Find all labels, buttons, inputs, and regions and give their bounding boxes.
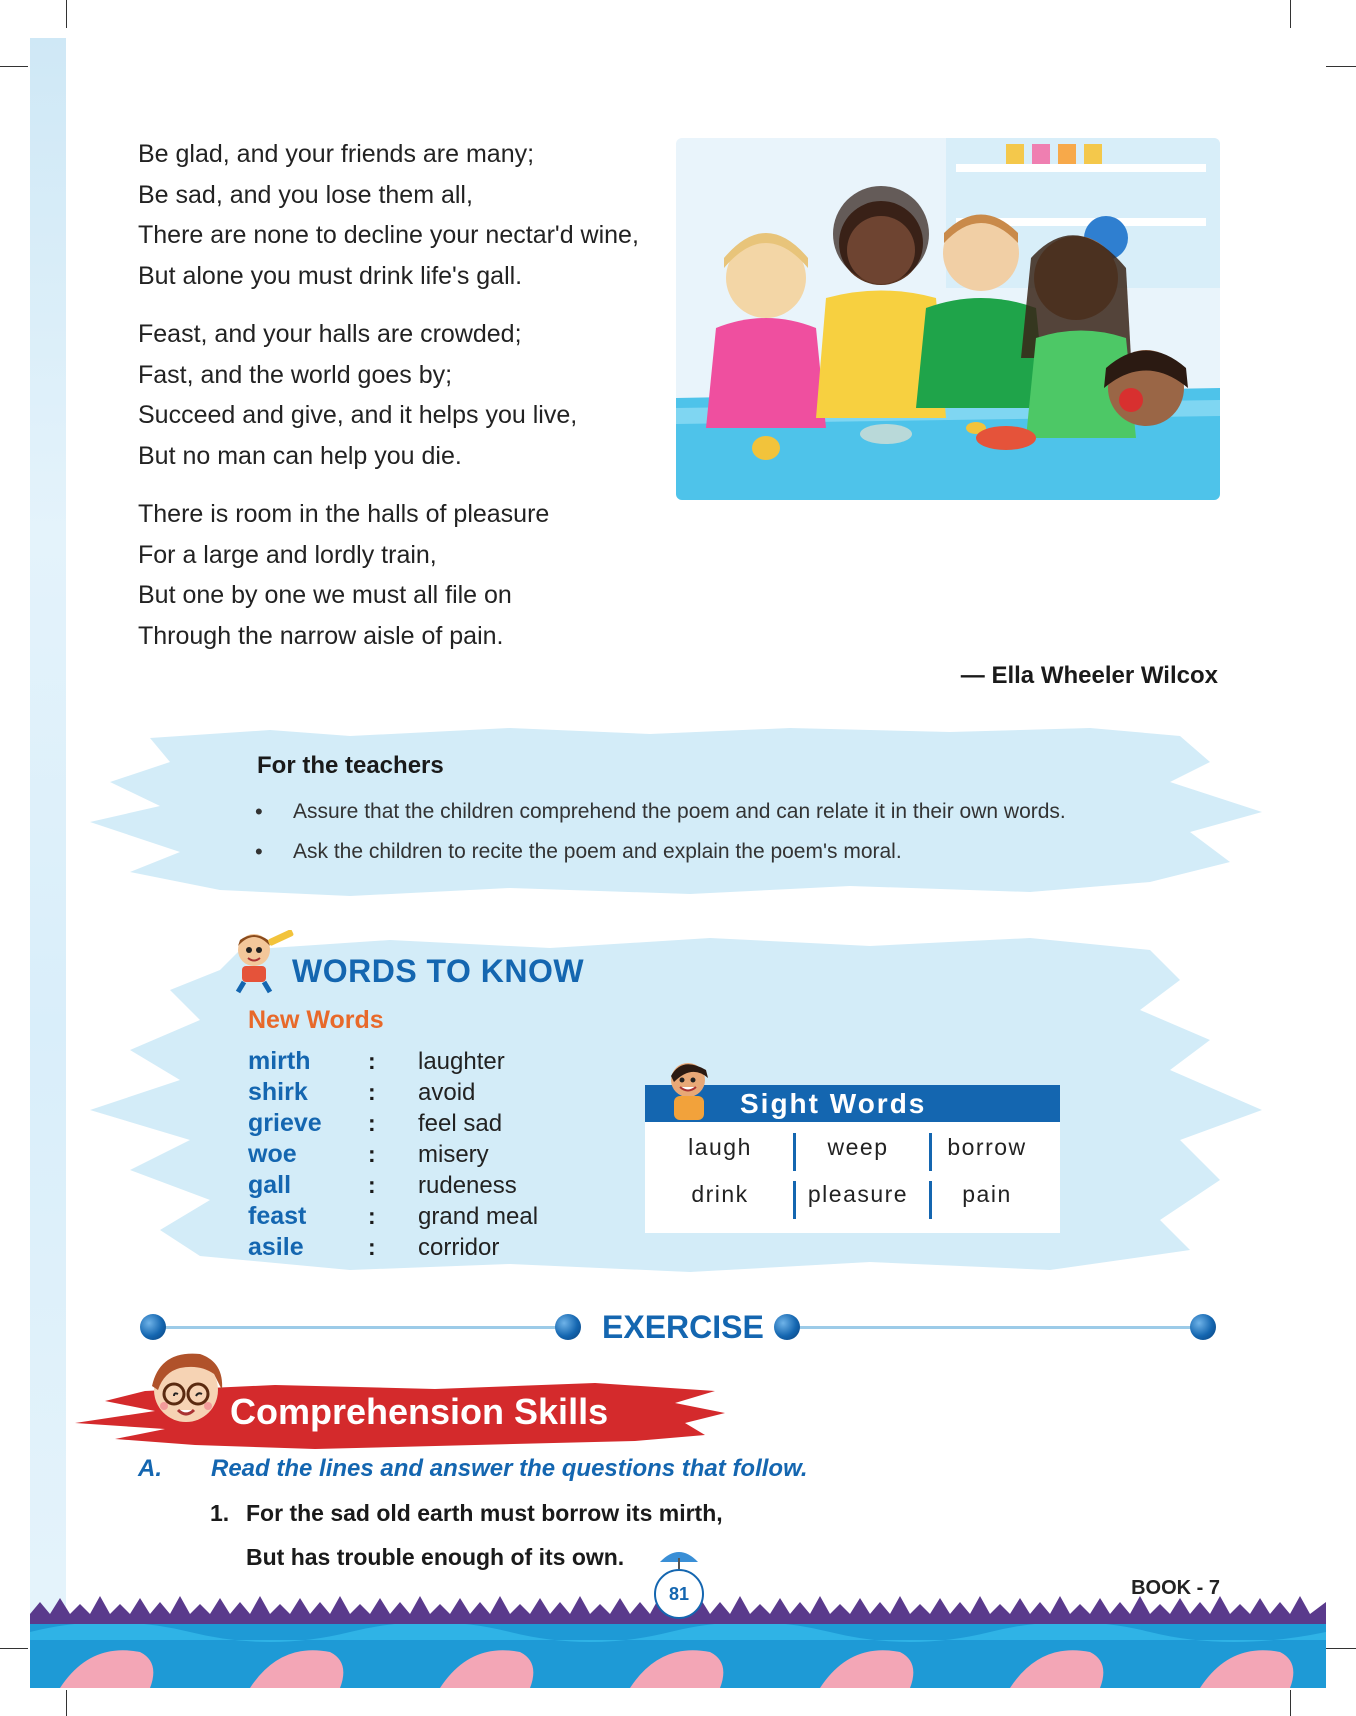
crop-mark xyxy=(1290,0,1291,28)
new-words-title: New Words xyxy=(248,1006,384,1034)
crop-mark xyxy=(66,0,67,28)
vocab-row xyxy=(248,1201,668,1232)
vocab-word: woe xyxy=(248,1140,297,1168)
vocab-row xyxy=(248,1046,668,1077)
exercise-rule-left xyxy=(152,1326,562,1329)
vocab-separator: : xyxy=(368,1203,376,1229)
poem-line: Feast, and your halls are crowded; xyxy=(138,320,522,348)
page-margin-strip xyxy=(30,38,66,1688)
poem-stanza xyxy=(138,314,698,476)
sight-divider xyxy=(793,1133,796,1171)
exercise-rule-right xyxy=(790,1326,1200,1329)
vocab-word: grieve xyxy=(248,1109,322,1137)
bullet-dot-icon xyxy=(140,1314,166,1340)
poem-line: There is room in the halls of pleasure xyxy=(138,500,550,528)
vocab-row xyxy=(248,1139,668,1170)
poem-stanza xyxy=(138,494,698,656)
poem-author: — Ella Wheeler Wilcox xyxy=(960,662,1218,689)
vocab-separator: : xyxy=(368,1172,376,1198)
poem-line: There are none to decline your nectar'd wine, xyxy=(138,221,639,249)
vocab-separator: : xyxy=(368,1079,376,1105)
poem-line: Be sad, and you lose them all, xyxy=(138,180,473,209)
teachers-list-item: • Assure that the children comprehend the poem and can relate it in their own words. xyxy=(255,792,1066,832)
vocab-meaning: corridor xyxy=(418,1234,500,1261)
page-number: 81 xyxy=(654,1569,704,1619)
sight-word: pain xyxy=(962,1181,1012,1207)
vocab-word: shirk xyxy=(248,1078,308,1106)
vocab-meaning: avoid xyxy=(418,1079,476,1106)
teachers-list-item: • Ask the children to recite the poem and explain the poem's moral. xyxy=(255,832,1066,872)
crop-mark xyxy=(0,66,28,67)
teachers-title: For the teachers xyxy=(257,752,444,779)
crop-mark xyxy=(1326,1648,1356,1649)
sight-word: drink xyxy=(691,1181,749,1207)
vocab-meaning: rudeness xyxy=(418,1172,517,1199)
crop-mark xyxy=(1290,1690,1291,1716)
bullet-dot-icon xyxy=(555,1314,581,1340)
vocab-meaning: laughter xyxy=(418,1048,505,1075)
exercise-title: EXERCISE xyxy=(602,1309,764,1345)
poem-line: But no man can help you die. xyxy=(138,441,462,470)
sight-word: weep xyxy=(827,1134,889,1160)
question-label: A. xyxy=(138,1455,162,1482)
sight-word: laugh xyxy=(688,1134,752,1160)
item-line: But has trouble enough of its own. xyxy=(246,1544,625,1570)
sight-words-title: Sight Words xyxy=(740,1088,927,1119)
poem-line: Through the narrow aisle of pain. xyxy=(138,621,504,650)
vocab-word: mirth xyxy=(248,1047,311,1075)
children-playing-photo xyxy=(676,138,1220,500)
vocab-separator: : xyxy=(368,1234,376,1260)
vocab-separator: : xyxy=(368,1110,376,1136)
sight-divider xyxy=(929,1133,932,1171)
vocab-word: feast xyxy=(248,1202,307,1230)
boy-mascot-icon xyxy=(662,1056,718,1126)
boy-with-pencil-icon xyxy=(228,930,298,994)
bullet-dot-icon xyxy=(774,1314,800,1340)
poem-line: Succeed and give, and it helps you live, xyxy=(138,401,578,429)
poem-line: But alone you must drink life's gall. xyxy=(138,261,523,290)
crop-mark xyxy=(66,1690,67,1716)
poem xyxy=(138,134,698,674)
bullet-dot-icon xyxy=(1190,1314,1216,1340)
poem-line: Fast, and the world goes by; xyxy=(138,360,453,389)
vocab-separator: : xyxy=(368,1141,376,1167)
vocab-word: gall xyxy=(248,1171,292,1199)
crop-mark xyxy=(0,1648,28,1649)
comprehension-title: Comprehension Skills xyxy=(230,1391,609,1432)
poem-stanza xyxy=(138,134,698,296)
vocab-list xyxy=(248,1046,668,1263)
vocab-row xyxy=(248,1232,668,1263)
poem-line: For a large and lordly train, xyxy=(138,540,437,569)
girl-with-glasses-icon xyxy=(140,1344,232,1434)
vocab-row xyxy=(248,1108,668,1139)
question-instruction: Read the lines and answer the questions that follow. xyxy=(211,1455,808,1482)
poem-line: Be glad, and your friends are many; xyxy=(138,140,535,168)
item-number: 1. xyxy=(210,1500,230,1526)
sight-divider xyxy=(929,1181,932,1219)
vocab-row xyxy=(248,1170,668,1201)
teachers-list xyxy=(255,792,1066,872)
sight-word: pleasure xyxy=(807,1181,909,1207)
vocab-meaning: feel sad xyxy=(418,1110,503,1137)
sight-word: borrow xyxy=(947,1134,1027,1160)
item-line: For the sad old earth must borrow its mirth, xyxy=(246,1500,723,1526)
vocab-separator: : xyxy=(368,1048,376,1074)
sight-divider xyxy=(793,1181,796,1219)
vocab-word: asile xyxy=(248,1233,304,1261)
poem-line: But one by one we must all file on xyxy=(138,581,512,609)
vocab-meaning: misery xyxy=(418,1141,489,1168)
crop-mark xyxy=(1326,66,1356,67)
vocab-meaning: grand meal xyxy=(418,1203,539,1230)
vocab-row xyxy=(248,1077,668,1108)
words-to-know-title: WORDS TO KNOW xyxy=(292,953,585,989)
book-label: BOOK - 7 xyxy=(1131,1577,1220,1599)
